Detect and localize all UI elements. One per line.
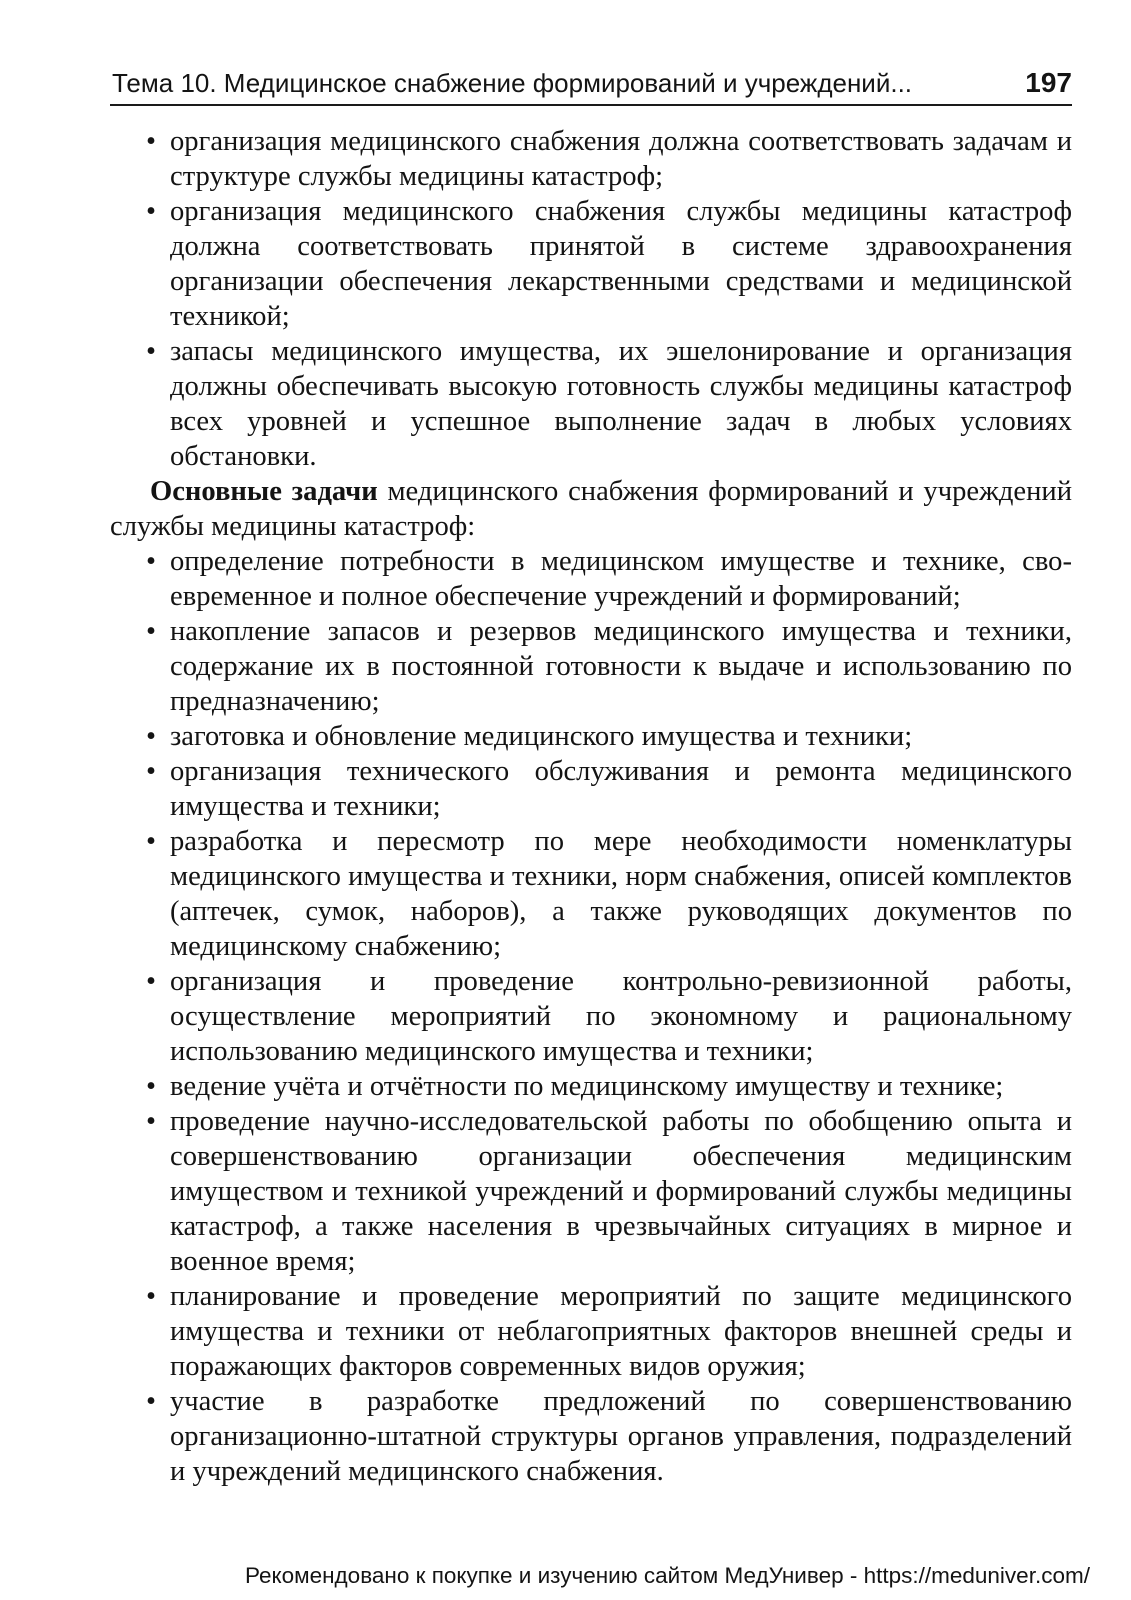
bullet-icon: •	[146, 196, 157, 227]
main-tasks-lead: Основные задачи	[150, 476, 378, 507]
page-body	[110, 124, 1072, 1489]
list-item	[110, 754, 1072, 824]
list-item-text: организация медицинского снабжения службы медицины катастроф должна соответствовать принятой в системе здравоохранения организации обеспечения лекарственными средствами и медицинской техникой;	[170, 196, 1072, 332]
bullet-icon: •	[146, 1071, 157, 1102]
bullet-icon: •	[146, 126, 157, 157]
list-item-text: организация и проведение контрольно-ревизионной работы, осуществление мероприятий по экономному и рациональному использованию медицинского имущества и техники;	[170, 966, 1072, 1067]
list-item	[110, 1279, 1072, 1384]
list-item-text: накопление запасов и резервов медицинского имущества и техники, содержание их в постоянной готовности к выдаче и использованию по предназначению;	[170, 616, 1072, 717]
principles-list	[110, 124, 1072, 474]
list-item-text: планирование и проведение мероприятий по защите медицинского имущества и техники от неблагоприятных факторов внешней среды и поражающих факторов современных видов оружия;	[170, 1281, 1072, 1382]
list-item-text: разработка и пересмотр по мере необходимости номенклатуры медицинского имущества и техники, норм снабжения, описей комплектов (аптечек, сумок, наборов), а также руководящих документов по медицинскому снабжению;	[170, 826, 1072, 962]
chapter-title: Тема 10. Медицинское снабжение формирований и учреждений...	[112, 68, 913, 98]
list-item	[110, 544, 1072, 614]
list-item	[110, 719, 1072, 754]
page-number: 197	[1025, 67, 1072, 98]
list-item-text: заготовка и обновление медицинского имущества и техники;	[170, 721, 913, 752]
bullet-icon: •	[146, 336, 157, 367]
list-item	[110, 124, 1072, 194]
bullet-icon: •	[146, 616, 157, 647]
list-item	[110, 334, 1072, 474]
bullet-icon: •	[146, 546, 157, 577]
list-item	[110, 194, 1072, 334]
bullet-icon: •	[146, 1106, 157, 1137]
bullet-icon: •	[146, 966, 157, 997]
bullet-icon: •	[146, 756, 157, 787]
tasks-list	[110, 544, 1072, 1489]
list-item	[110, 824, 1072, 964]
list-item	[110, 964, 1072, 1069]
list-item	[110, 1069, 1072, 1104]
list-item-text: организация медицинского снабжения должна соответствовать задачам и структуре службы медицины катастроф;	[170, 126, 1072, 192]
list-item-text: запасы медицинского имущества, их эшелонирование и организация должны обеспечивать высокую готовность службы медицины катастроф всех уровней и успешное выполнение задач в любых условиях обстановки.	[170, 336, 1072, 472]
list-item-text: организация технического обслуживания и ремонта медицинского имущества и техники;	[170, 756, 1072, 822]
bullet-icon: •	[146, 1281, 157, 1312]
bullet-icon: •	[146, 721, 157, 752]
main-tasks-text: медицинского снабжения формирований и учреждений службы медицины катастроф:	[110, 476, 1072, 542]
list-item-text: ведение учёта и отчётности по медицинскому имуществу и технике;	[170, 1071, 1004, 1102]
running-header	[110, 62, 1072, 106]
list-item-text: участие в разработке предложений по совершенствованию организационно-штатной структуры органов управления, подразделений и учреждений медицинского снабжения.	[170, 1386, 1072, 1487]
footer-recommendation: Рекомендовано к покупке и изучению сайтом МедУнивер - https://meduniver.com/	[245, 1563, 1090, 1588]
list-item-text: проведение научно-исследовательской работы по обобщению опыта и совершенствованию организации обеспечения медицинским имуществом и техникой учреждений и формирований службы медицины катастроф, а также населения в чрезвычайных ситуациях в мирное и военное время;	[170, 1106, 1072, 1277]
list-item	[110, 1384, 1072, 1489]
bullet-icon: •	[146, 1386, 157, 1417]
list-item-text: определение потребности в медицинском имуществе и технике, своевременное и полное обеспечение учреждений и формирований;	[170, 546, 1072, 612]
main-tasks-paragraph	[110, 474, 1072, 544]
list-item	[110, 614, 1072, 719]
list-item	[110, 1104, 1072, 1279]
bullet-icon: •	[146, 826, 157, 857]
